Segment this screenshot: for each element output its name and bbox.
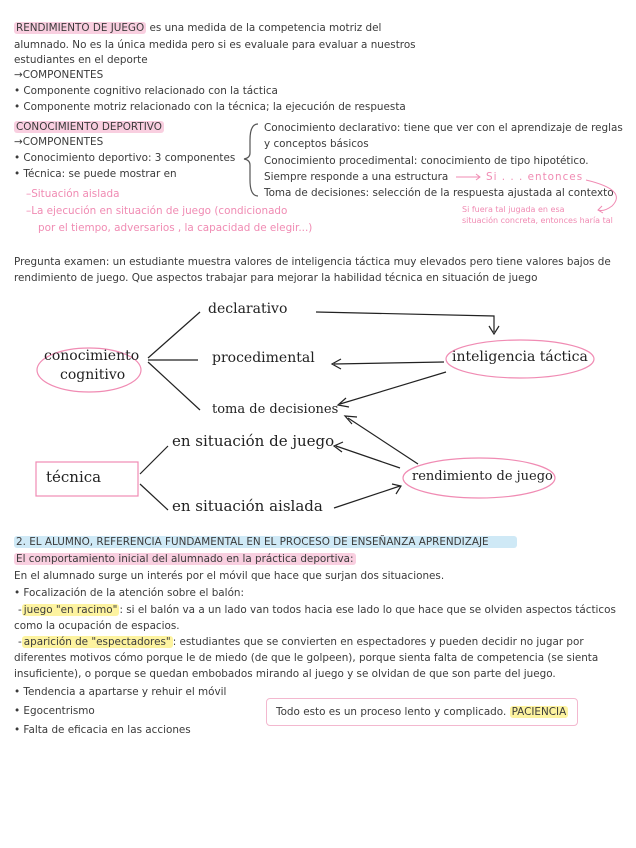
aparicion-espectadores: aparición de "espectadores" xyxy=(23,636,171,648)
section3-line6: diferentes motivos cómo porque le de miedo (de que le golpeen), porque sienta falta de competencia (se sienta xyxy=(14,652,599,664)
arrow-saislada-rend xyxy=(334,486,400,508)
decision-definition: Toma de decisiones: selección de la respuesta ajustada al contexto xyxy=(264,187,614,199)
diagram-rendimiento: rendimiento de juego xyxy=(412,469,553,484)
diagram-declarativo: declarativo xyxy=(208,301,288,317)
procedimental-definition: Conocimiento procedimental: conocimiento de tipo hipotético. xyxy=(264,155,589,167)
section3-line7: insuficiente), o porque se quedan embobados mirando al juego y se olvidan de que son parte del juego. xyxy=(14,668,556,680)
pink-game-execution: –La ejecución en situación de juego (condicionado xyxy=(26,205,288,217)
line-to-declarativo xyxy=(148,312,200,358)
pink-curve-arrow xyxy=(586,180,616,211)
section3-bullet1: • Tendencia a apartarse y rehuir el móvil xyxy=(14,686,227,698)
pink-note-line2: situación concreta, entonces haría tal xyxy=(462,216,613,225)
section1-title: RENDIMIENTO DE JUEGO xyxy=(16,22,145,34)
diagram-toma-decisiones: toma de decisiones xyxy=(212,402,339,417)
section3-line5b: : estudiantes que se convierten en espectadores y pueden decidir no jugar por xyxy=(172,636,584,648)
section1-bullet1: • Componente cognitivo relacionado con la táctica xyxy=(14,85,278,97)
section3-line1: En el alumnado surge un interés por el móvil que hace que surjan dos situaciones. xyxy=(14,570,445,582)
callout-paciencia: PACIENCIA xyxy=(511,706,567,718)
section3-bullet3: • Falta de eficacia en las acciones xyxy=(14,724,191,736)
section1-text3: estudiantes en el deporte xyxy=(14,54,148,66)
section3-subheading: El comportamiento inicial del alumnado en la práctica deportiva: xyxy=(16,553,354,565)
section2-components: →COMPONENTES xyxy=(14,136,104,148)
section3-heading-line xyxy=(14,534,517,550)
diagram-situacion-juego: en situación de juego xyxy=(172,432,335,450)
section3-line3b: : si el balón va a un lado van todos hacia ese lado lo que hace que se olviden aspectos tácticos xyxy=(119,604,616,616)
section3-line2: • Focalización de la atención sobre el balón: xyxy=(14,587,245,599)
exam-line1: Pregunta examen: un estudiante muestra valores de inteligencia táctica muy elevados pero tiene valores bajos de xyxy=(14,256,611,268)
arrow-rend-sjuego xyxy=(336,446,400,468)
structure-line: Siempre responde a una estructura xyxy=(264,171,449,183)
section1-bullet2: • Componente motriz relacionado con la técnica; la ejecución de respuesta xyxy=(14,101,406,113)
section3-line3: - juego "en racimo" : si el balón va a un lado van todos hacia ese lado lo que hace que se olviden aspectos tácticos xyxy=(18,604,616,616)
section1-text2: alumnado. No es la única medida pero si es evaluale para evaluar a nuestros xyxy=(14,39,416,51)
section3-heading: 2. EL ALUMNO, REFERENCIA FUNDAMENTAL EN EL PROCESO DE ENSEÑANZA APRENDIZAJE xyxy=(14,536,517,548)
section3-line5: - aparición de "espectadores" : estudiantes que se convierten en espectadores y pueden decidir no jugar por xyxy=(18,636,584,648)
callout-text: Todo esto es un proceso lento y complicado. xyxy=(276,706,510,718)
section3-sub-line xyxy=(14,551,356,567)
diagram-inteligencia: inteligencia táctica xyxy=(452,349,588,365)
diagram-procedimental: procedimental xyxy=(212,350,315,366)
arrow-intel-toma xyxy=(340,372,446,404)
section2-bullet2: • Técnica: se puede mostrar en xyxy=(14,168,177,180)
section1-components: →COMPONENTES xyxy=(14,69,104,81)
declarative-definition: Conocimiento declarativo: tiene que ver con el aprendizaje de reglas xyxy=(264,122,623,134)
juego-en-racimo: juego "en racimo" xyxy=(23,604,118,616)
diagram-situacion-aislada: en situación aislada xyxy=(172,497,323,515)
arrow-declarativo-intel xyxy=(316,312,494,332)
if-then-note: Si . . . entonces xyxy=(486,171,584,183)
section1-text1: es una medida de la competencia motriz del xyxy=(146,22,382,34)
section2-bullet1: • Conocimiento deportivo: 3 componentes xyxy=(14,152,236,164)
diagram-conocimiento: conocimiento xyxy=(44,348,140,364)
line-to-toma xyxy=(148,362,200,410)
section3-line4: como la ocupación de espacios. xyxy=(14,620,180,632)
line-tecnica-sjuego xyxy=(140,446,168,474)
pink-isolated: –Situación aislada xyxy=(26,188,120,200)
pink-conditions: por el tiempo, adversarios , la capacidad de elegir...) xyxy=(38,222,313,234)
brace-conocimiento xyxy=(244,124,258,196)
pink-note-line1: Si fuera tal jugada en esa xyxy=(462,205,565,214)
patience-callout-text xyxy=(276,704,568,720)
section3-bullet2: • Egocentrismo xyxy=(14,705,95,717)
diagram-tecnica: técnica xyxy=(46,468,102,486)
declarative-definition-cont: y conceptos básicos xyxy=(264,138,369,150)
diagram-cognitivo: cognitivo xyxy=(60,367,126,383)
exam-line2: rendimiento de juego. Que aspectos trabajar para mejorar la habilidad técnica en situación de juego xyxy=(14,272,538,284)
arrow-intel-procedimental xyxy=(334,362,444,364)
line-tecnica-saislada xyxy=(140,484,168,510)
arrow-rend-toma xyxy=(348,418,418,464)
section2-title: CONOCIMIENTO DEPORTIVO xyxy=(16,121,162,133)
